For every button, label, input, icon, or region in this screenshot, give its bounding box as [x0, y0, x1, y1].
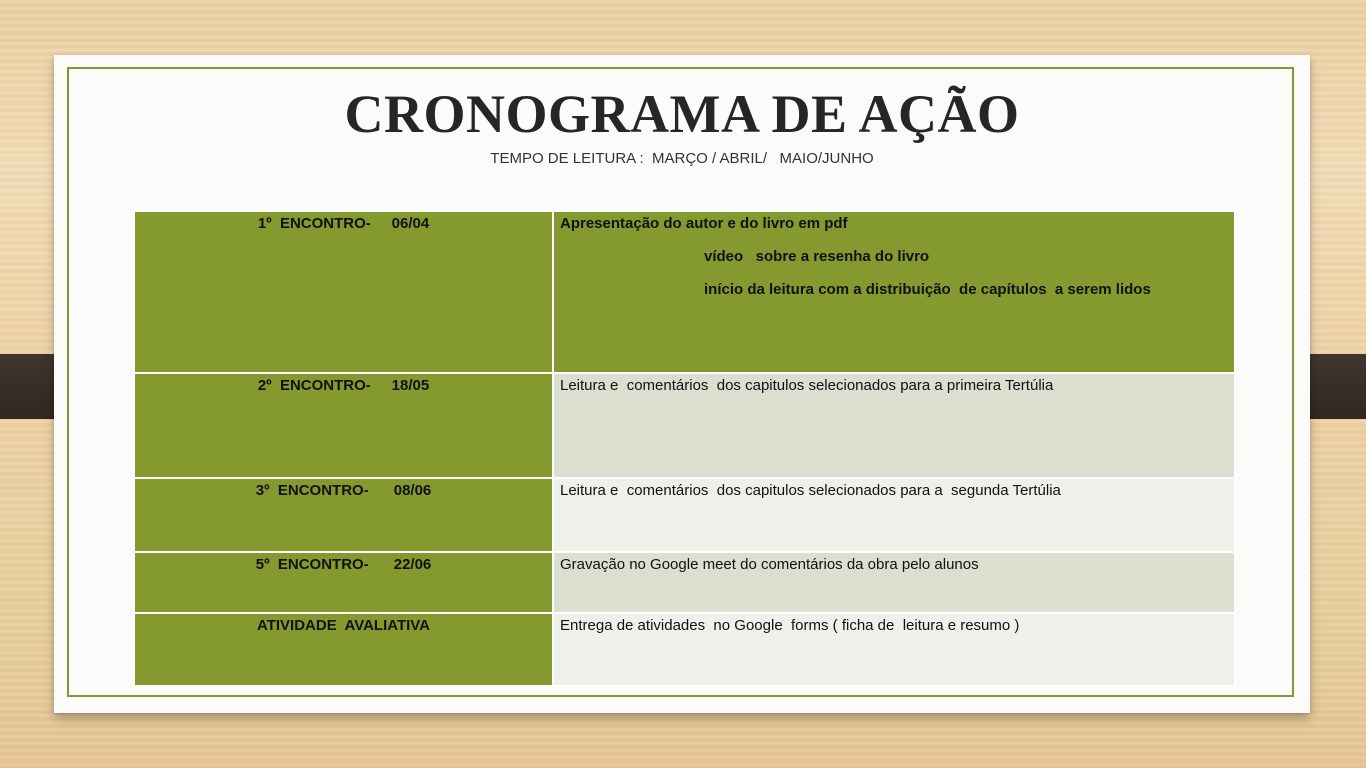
meeting-description [553, 552, 1235, 613]
description-line: Gravação no Google meet do comentários da obra pelo alunos [560, 556, 979, 573]
meeting-description [553, 211, 1235, 373]
description-line: vídeo sobre a resenha do livro [704, 248, 930, 265]
meeting-label: 5º ENCONTRO- 22/06 [134, 552, 553, 613]
meeting-label: 3º ENCONTRO- 08/06 [134, 478, 553, 552]
meeting-label: 1º ENCONTRO- 06/04 [134, 211, 553, 373]
meeting-description [553, 478, 1235, 552]
description-line: início da leitura com a distribuição de capítulos a serem lidos [704, 281, 1151, 298]
description-line: Apresentação do autor e do livro em pdf [560, 215, 848, 232]
slide-subtitle: TEMPO DE LEITURA : MARÇO / ABRIL/ MAIO/JUNHO [490, 150, 874, 167]
table-row [134, 373, 1235, 478]
slide-paper [54, 55, 1310, 713]
table-row [134, 211, 1235, 373]
table-row [134, 478, 1235, 552]
meeting-description [553, 613, 1235, 686]
meeting-label: 2º ENCONTRO- 18/05 [134, 373, 553, 478]
meeting-description [553, 373, 1235, 478]
meeting-label: ATIVIDADE AVALIATIVA [134, 613, 553, 686]
description-line: Leitura e comentários dos capitulos selecionados para a segunda Tertúlia [560, 482, 1061, 499]
description-line: Entrega de atividades no Google forms ( ficha de leitura e resumo ) [560, 617, 1020, 634]
schedule-table [133, 210, 1236, 687]
slide-title: CRONOGRAMA DE AÇÃO [344, 84, 1020, 144]
table-row [134, 552, 1235, 613]
description-line: Leitura e comentários dos capitulos selecionados para a primeira Tertúlia [560, 377, 1054, 394]
table-row [134, 613, 1235, 686]
